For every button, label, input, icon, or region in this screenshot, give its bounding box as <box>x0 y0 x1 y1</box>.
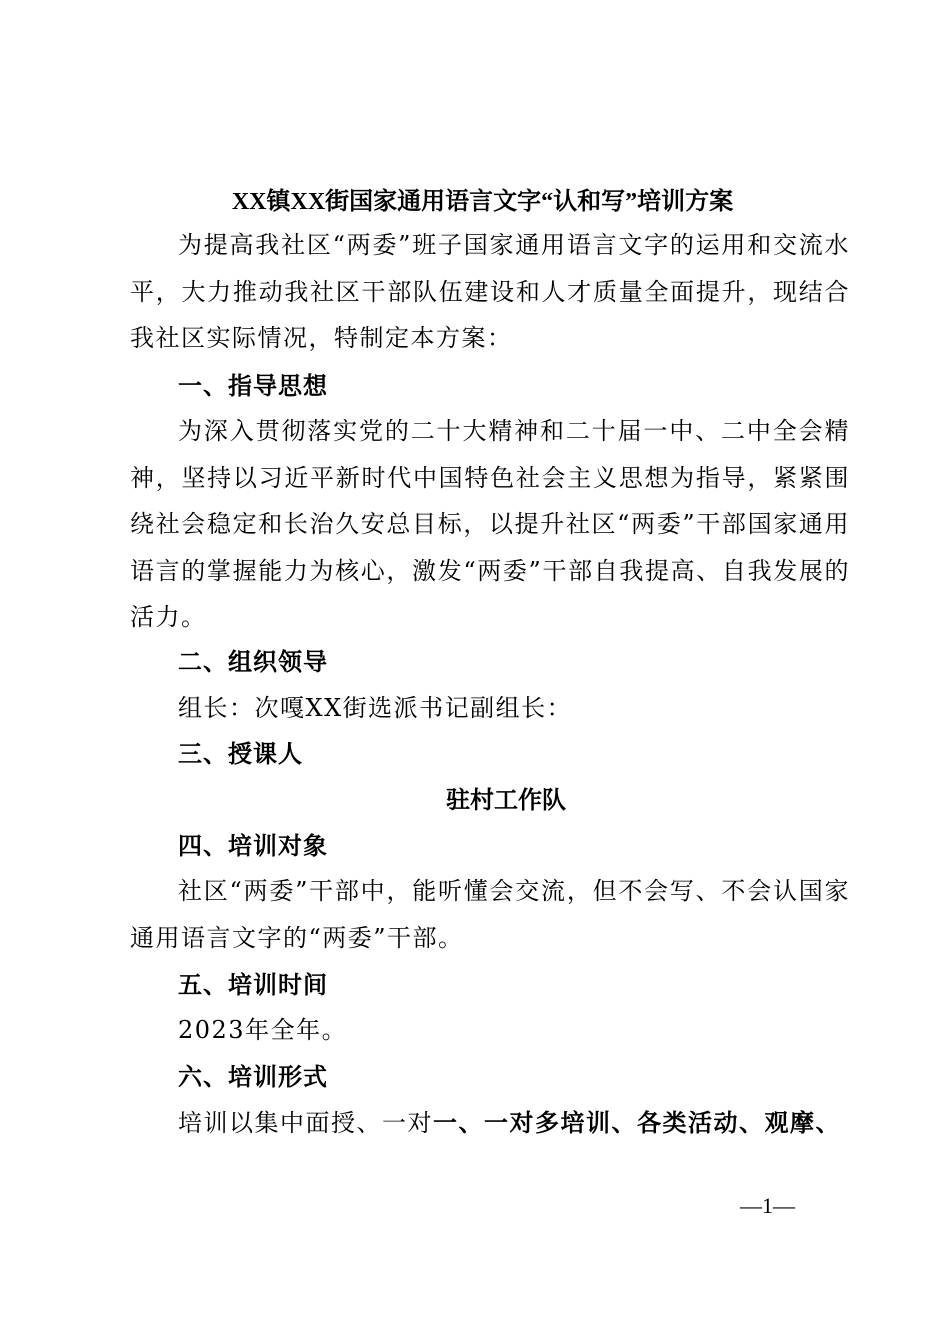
section-heading-guiding-ideology: 一、指导思想 <box>178 372 328 400</box>
section-heading-training-format: 六、培训形式 <box>178 1063 328 1091</box>
page-number: —1— <box>740 1193 795 1218</box>
document-title: XX镇XX街国家通用语言文字“认和写”培训方案 <box>231 189 734 215</box>
section-body-trainees: 社区“两委”干部中，能听懂会交流，但不会写、不会认国家通用语言文字的“两委”干部。 <box>130 877 850 952</box>
section-body-organization: 组长：次嘎XX街选派书记副组长： <box>178 694 573 722</box>
section-heading-instructor: 三、授课人 <box>178 740 303 768</box>
intro-paragraph: 为提高我社区“两委”班子国家通用语言文字的运用和交流水平，大力推动我社区干部队伍建设和人才质量全面提升，现结合我社区实际情况，特制定本方案： <box>130 231 850 352</box>
section-body-instructor: 驻村工作队 <box>446 785 566 814</box>
section-heading-training-time: 五、培训时间 <box>178 971 328 999</box>
training-format-bold-text: 一、一对多培训、各类活动、观摩、 <box>433 1109 841 1137</box>
section-body-training-time: 2023年全年。 <box>178 1016 348 1044</box>
section-heading-organization: 二、组织领导 <box>178 648 328 676</box>
section-body-guiding-ideology: 为深入贯彻落实党的二十大精神和二十届一中、二中全会精神，坚持以习近平新时代中国特色社会主义思想为指导，紧紧围绕社会稳定和长治久安总目标，以提升社区“两委”干部国家通用语言的掌握能力为核心，激发“两委”干部自我提高、自我发展的活力。 <box>130 417 850 631</box>
section-heading-trainees: 四、培训对象 <box>178 832 328 860</box>
training-format-regular-text: 培训以集中面授、一对 <box>178 1109 433 1137</box>
section-body-training-format <box>178 1103 858 1143</box>
